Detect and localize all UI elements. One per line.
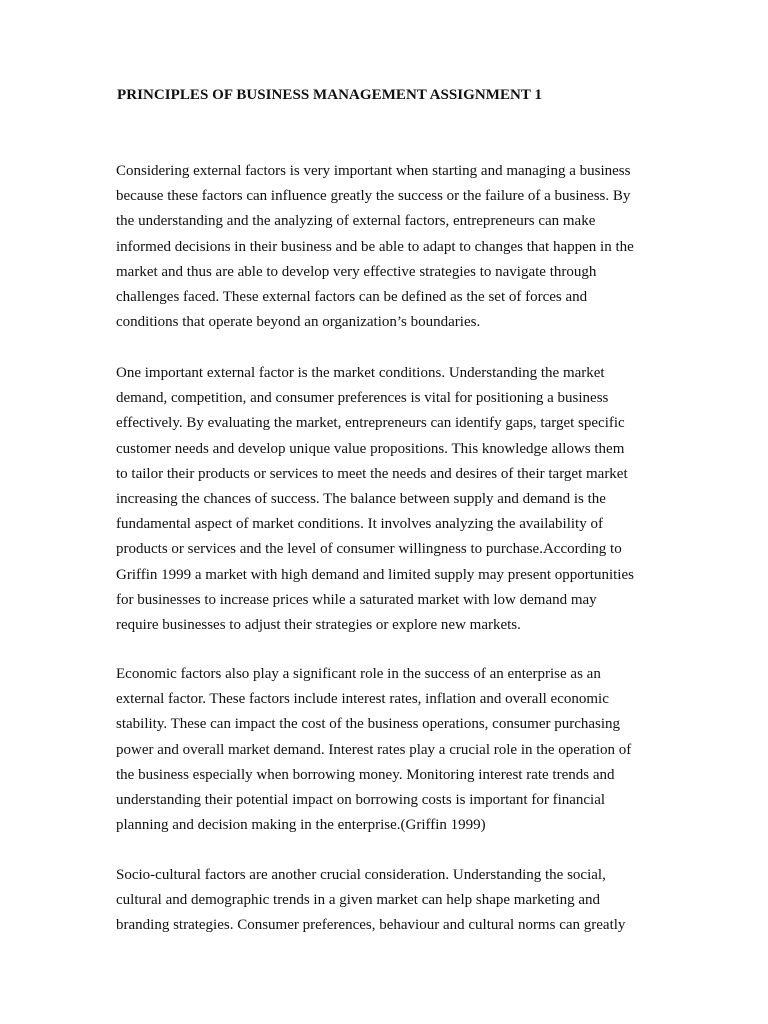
text-line: demand, competition, and consumer preferences is vital for positioning a business [116, 390, 609, 407]
text-line: understanding their potential impact on borrowing costs is important for financial [116, 791, 606, 808]
text-line: because these factors can influence greatly the success or the failure of a business. By [116, 188, 631, 205]
text-line: market and thus are able to develop very effective strategies to navigate through [116, 263, 597, 280]
text-line: branding strategies. Consumer preferences, behaviour and cultural norms can greatly [116, 917, 626, 934]
text-line: One important external factor is the market conditions. Understanding the market [116, 365, 605, 381]
text-line: cultural and demographic trends in a given market can help shape marketing and [116, 892, 600, 909]
text-line: customer needs and develop unique value propositions. This knowledge allows them [116, 440, 625, 457]
text-line: increasing the chances of success. The balance between supply and demand is the [116, 490, 606, 507]
paragraph-economic-factors [116, 662, 631, 838]
paragraph-market-conditions [116, 361, 634, 638]
text-line: planning and decision making in the enterprise.(Griffin 1999) [116, 817, 486, 834]
text-line: to tailor their products or services to meet the needs and desires of their target market [116, 465, 628, 482]
text-line: challenges faced. These external factors can be defined as the set of forces and [116, 288, 588, 305]
text-line: fundamental aspect of market conditions. It involves analyzing the availability of [116, 516, 603, 533]
paragraph-external-factors-intro [116, 159, 634, 335]
text-line: require businesses to adjust their strategies or explore new markets. [116, 616, 521, 633]
text-line: power and overall market demand. Interest rates play a crucial role in the operation of [116, 741, 632, 758]
text-line: Griffin 1999 a market with high demand and limited supply may present opportunities [116, 566, 634, 583]
text-line: the understanding and the analyzing of external factors, entrepreneurs can make [116, 213, 596, 230]
text-line: Socio-cultural factors are another crucial consideration. Understanding the social, [116, 867, 606, 883]
text-line: Economic factors also play a significant role in the success of an enterprise as an [116, 666, 601, 682]
text-line: for businesses to increase prices while a saturated market with low demand may [116, 591, 597, 608]
text-line: external factor. These factors include interest rates, inflation and overall economic [116, 691, 609, 708]
document-title: PRINCIPLES OF BUSINESS MANAGEMENT ASSIGNMENT 1 [117, 87, 543, 103]
text-line: products or services and the level of consumer willingness to purchase.According to [116, 541, 622, 558]
text-line: Considering external factors is very important when starting and managing a business [116, 163, 631, 179]
text-line: effectively. By evaluating the market, entrepreneurs can identify gaps, target specific [116, 415, 625, 432]
text-line: informed decisions in their business and be able to adapt to changes that happen in the [116, 238, 634, 255]
text-line: stability. These can impact the cost of the business operations, consumer purchasing [116, 716, 621, 733]
text-line: conditions that operate beyond an organization’s boundaries. [116, 314, 481, 331]
paragraph-socio-cultural-factors [116, 863, 625, 939]
text-line: the business especially when borrowing money. Monitoring interest rate trends and [116, 766, 615, 783]
